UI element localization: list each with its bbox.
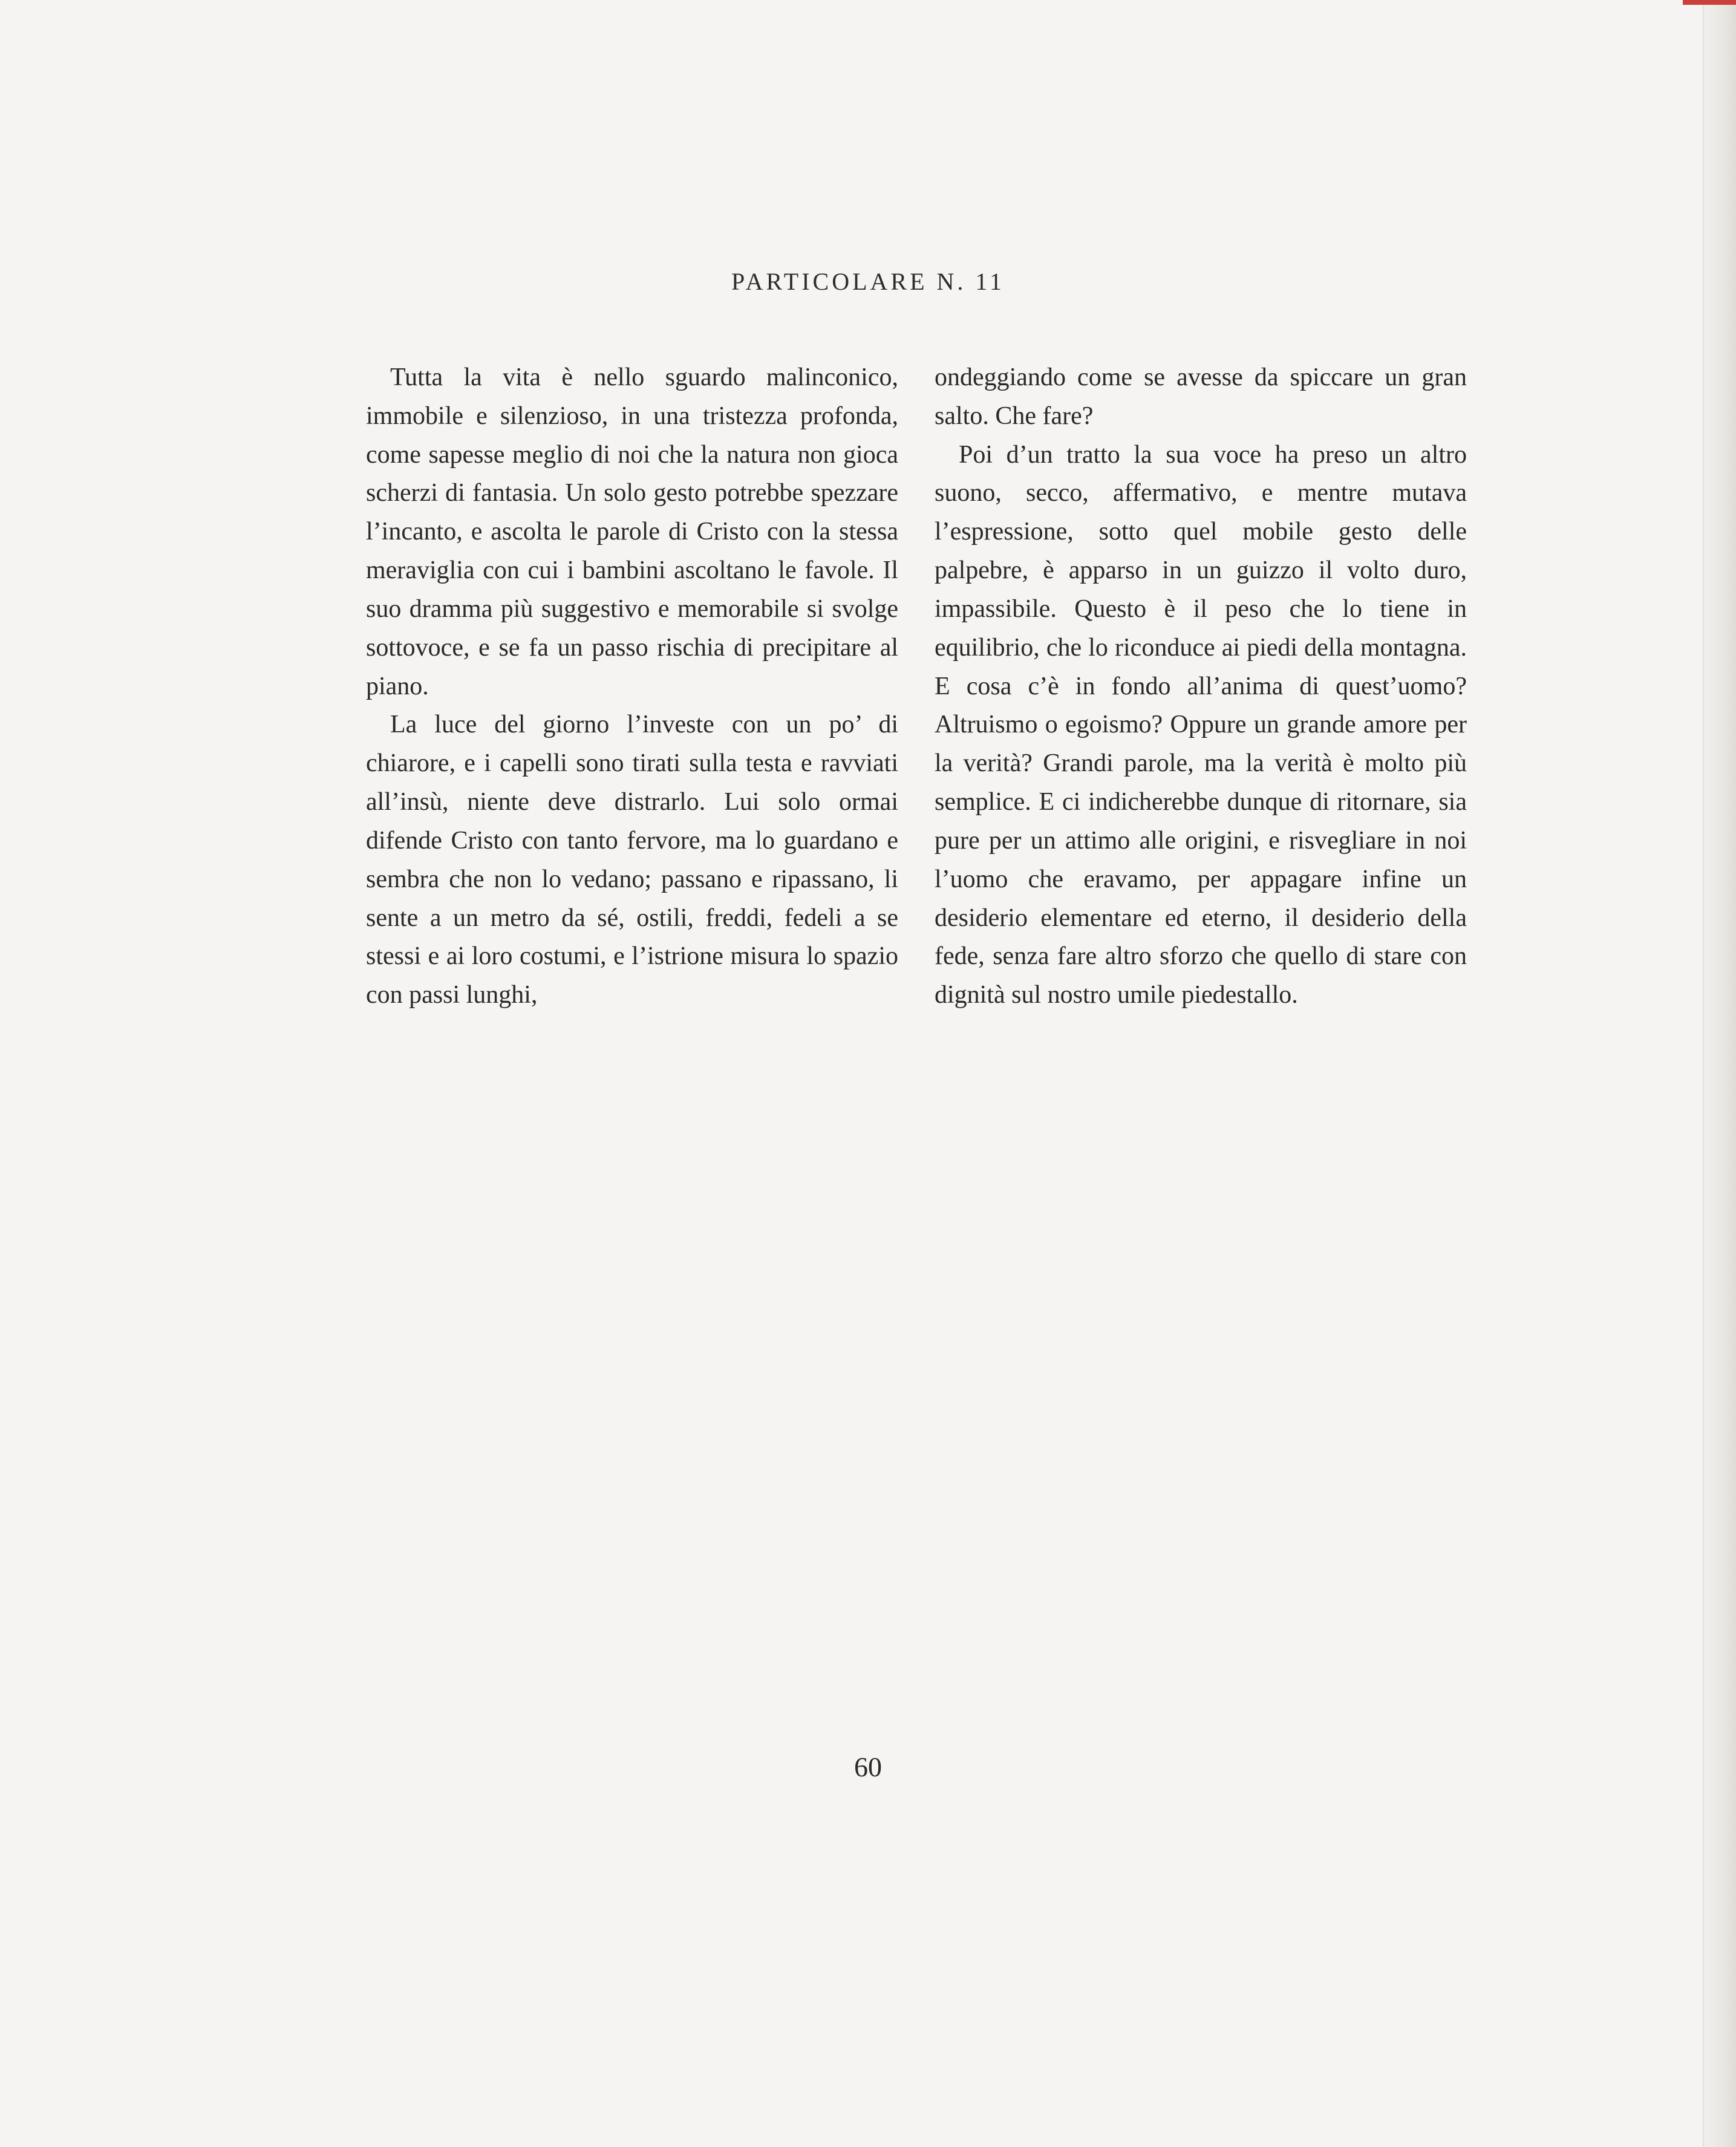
paragraph-continuation: ondeggiando come se avesse da spiccare un gran salto. Che fare? <box>935 363 1467 430</box>
paragraph: Tutta la vita è nello sguardo malinconico, immobile e silenzioso, in una tristezza profonda, come sapesse meglio di noi che la natura non gioca scherzi di fantasia. Un solo gesto potrebbe spezzare l’incanto, e ascolta le parole di Cristo con la stessa meraviglia con cui i bambini ascoltano le favole. Il suo dramma più suggestivo e memorabile si svolge sottovoce, e se fa un passo rischia di precipitare al piano. <box>366 363 898 700</box>
page-number: 60 <box>854 1751 882 1782</box>
section-heading: PARTICOLARE N. 11 <box>731 268 1005 295</box>
text-column-left <box>366 359 898 1015</box>
page-edge <box>1703 0 1736 2147</box>
text-column-right <box>935 359 1467 1015</box>
paragraph: Poi d’un tratto la sua voce ha preso un altro suono, secco, affermativo, e mentre mutava l’espressione, sotto quel mobile gesto delle palpebre, è apparso in un guizzo il volto duro, impassibile. Questo è il peso che lo tiene in equilibrio, che lo riconduce ai piedi della montagna. E cosa c’è in fondo all’anima di quest’uomo? Altruismo o egoismo? Oppure un grande amore per la verità? Grandi parole, ma la verità è molto più semplice. E ci indicherebbe dunque di ritornare, sia pure per un attimo alle origini, e risvegliare in noi l’uomo che eravamo, per appagare infine un desiderio elementare ed eterno, il desiderio della fede, senza fare altro sforzo che quello di stare con dignità sul nostro umile piedestallo. <box>935 440 1467 1009</box>
paragraph: La luce del giorno l’investe con un po’ di chiarore, e i capelli sono tirati sulla testa e ravviati all’insù, niente deve distrarlo. Lui solo ormai difende Cristo con tanto fervore, ma lo guardano e sembra che non lo vedano; passano e ripassano, li sente a un metro da sé, ostili, freddi, fedeli a se stessi e ai loro costumi, e l’istrione misura lo spazio con passi lunghi, <box>366 711 898 1009</box>
